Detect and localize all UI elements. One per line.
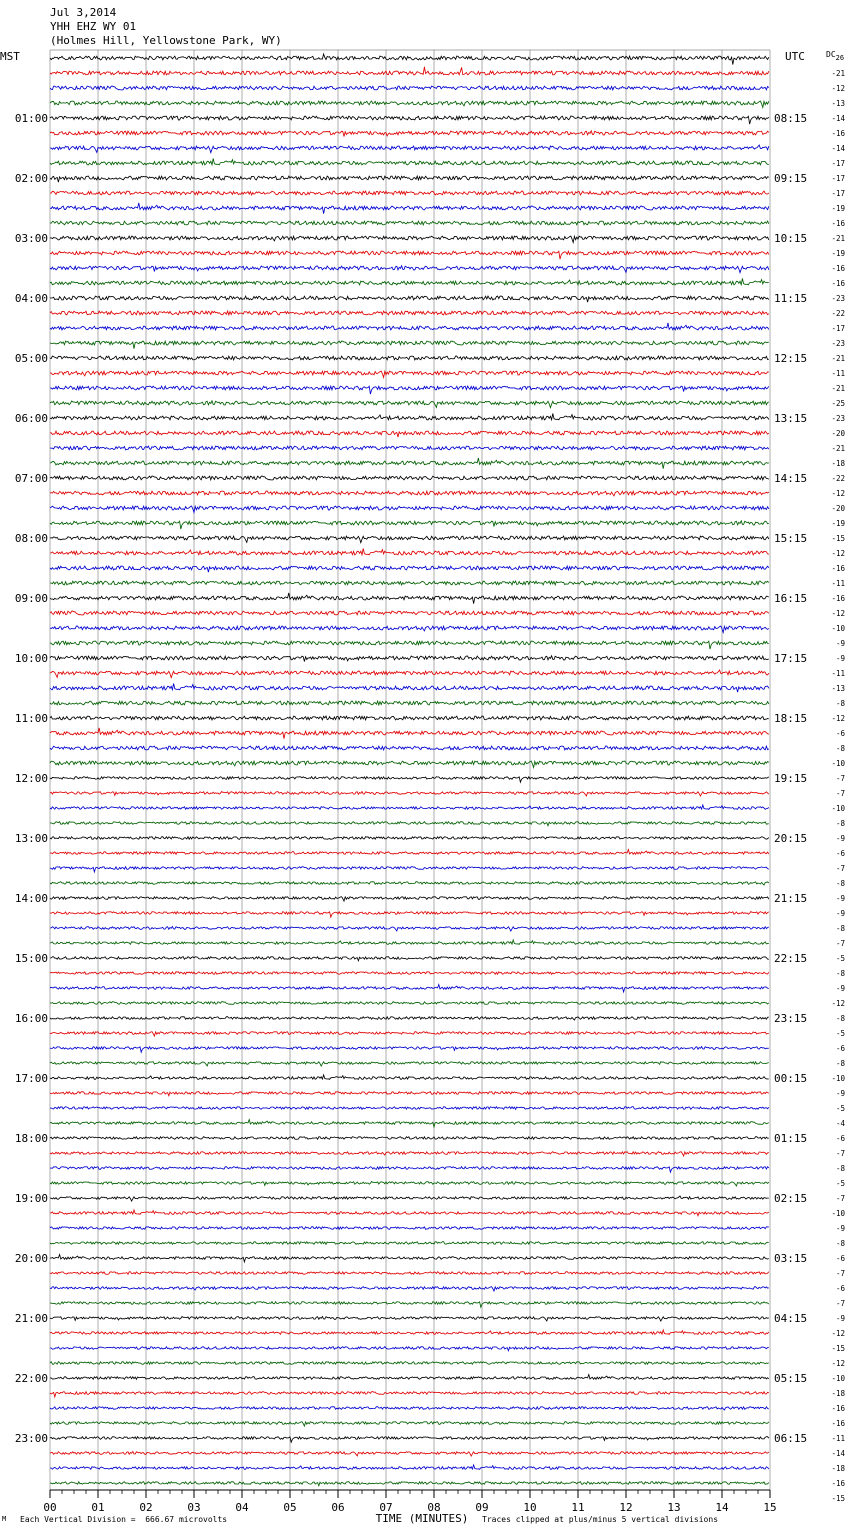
trace-77 xyxy=(50,1210,769,1216)
dc-offset-44: -6 xyxy=(835,729,845,738)
hour-label-left-14:00: 14:00 xyxy=(14,892,48,905)
trace-51 xyxy=(50,822,769,826)
dc-offset-18: -23 xyxy=(831,339,845,348)
dc-offset-17: -17 xyxy=(831,324,845,333)
trace-84 xyxy=(50,1317,769,1322)
hour-label-left-12:00: 12:00 xyxy=(14,772,48,785)
left-timezone-label: MST xyxy=(0,50,20,63)
dc-offset-46: -10 xyxy=(831,759,845,768)
dc-offset-31: -15 xyxy=(831,534,845,543)
x-tick-label-03: 03 xyxy=(187,1501,201,1514)
dc-offset-4: -16 xyxy=(831,129,845,138)
dc-offset-7: -17 xyxy=(831,174,845,183)
hour-label-left-05:00: 05:00 xyxy=(14,352,48,365)
dc-offset-92: -14 xyxy=(831,1449,845,1458)
hour-label-right-10:15: 10:15 xyxy=(774,232,808,245)
x-axis-label: TIME (MINUTES) xyxy=(375,1512,469,1525)
dc-offset-12: -19 xyxy=(831,249,845,258)
dc-offset-49: -10 xyxy=(831,804,845,813)
dc-offset-77: -9 xyxy=(835,1224,845,1233)
trace-72 xyxy=(50,1137,769,1140)
trace-79 xyxy=(50,1242,769,1245)
trace-91 xyxy=(50,1422,769,1426)
dc-offset-9: -19 xyxy=(831,204,845,213)
dc-offset-11: -21 xyxy=(831,234,845,243)
trace-11 xyxy=(50,221,769,225)
trace-32 xyxy=(50,536,769,543)
x-tick-label-07: 07 xyxy=(379,1501,393,1514)
dc-offset-25: -21 xyxy=(831,444,845,453)
dc-first-value: 26 xyxy=(835,54,845,62)
trace-44 xyxy=(50,716,769,720)
dc-offset-50: -8 xyxy=(835,819,845,828)
trace-76 xyxy=(50,1196,769,1201)
trace-89 xyxy=(50,1392,769,1397)
dc-offset-3: -14 xyxy=(831,114,845,123)
dc-offset-79: -6 xyxy=(835,1254,845,1263)
trace-49 xyxy=(50,792,769,797)
trace-15 xyxy=(50,279,769,285)
trace-47 xyxy=(50,761,769,767)
dc-label: DC26 xyxy=(826,50,845,62)
trace-92 xyxy=(50,1437,769,1443)
trace-64 xyxy=(50,1017,769,1020)
x-tick-label-15: 15 xyxy=(763,1501,777,1514)
dc-offset-82: -7 xyxy=(835,1299,845,1308)
hour-label-left-19:00: 19:00 xyxy=(14,1192,48,1205)
trace-33 xyxy=(50,549,769,555)
dc-offset-55: -9 xyxy=(835,894,845,903)
trace-39 xyxy=(50,641,769,649)
x-tick-label-09: 09 xyxy=(475,1501,489,1514)
trace-21 xyxy=(50,371,769,377)
hour-label-right-20:15: 20:15 xyxy=(774,832,808,845)
dc-offset-37: -10 xyxy=(831,624,845,633)
trace-42 xyxy=(50,684,769,693)
trace-85 xyxy=(50,1330,769,1334)
trace-88 xyxy=(50,1375,769,1380)
dc-offset-62: -12 xyxy=(831,999,845,1008)
dc-offset-39: -9 xyxy=(835,654,845,663)
trace-57 xyxy=(50,912,769,918)
trace-48 xyxy=(50,777,769,783)
trace-73 xyxy=(50,1152,769,1156)
x-tick-label-04: 04 xyxy=(235,1501,249,1514)
hour-label-right-17:15: 17:15 xyxy=(774,652,808,665)
x-tick-label-12: 12 xyxy=(619,1501,633,1514)
dc-offset-94: -16 xyxy=(831,1479,845,1488)
dc-offset-48: -7 xyxy=(835,789,845,798)
trace-46 xyxy=(50,746,769,750)
trace-81 xyxy=(50,1272,769,1275)
dc-offset-15: -23 xyxy=(831,294,845,303)
dc-offset-85: -15 xyxy=(831,1344,845,1353)
time-axis xyxy=(43,1490,776,1514)
trace-19 xyxy=(50,341,769,349)
hour-label-left-17:00: 17:00 xyxy=(14,1072,48,1085)
trace-52 xyxy=(50,837,769,840)
trace-75 xyxy=(50,1182,769,1187)
dc-offset-16: -22 xyxy=(831,309,845,318)
trace-55 xyxy=(50,882,769,885)
trace-10 xyxy=(50,203,769,214)
trace-17 xyxy=(50,311,769,315)
scale-note: Each Vertical Division = 666.67 microvolts xyxy=(20,1515,228,1524)
trace-56 xyxy=(50,897,769,901)
trace-40 xyxy=(50,656,769,662)
trace-54 xyxy=(50,867,769,872)
trace-71 xyxy=(50,1120,769,1127)
dc-offset-34: -11 xyxy=(831,579,845,588)
dc-offset-24: -20 xyxy=(831,429,845,438)
dc-offset-32: -12 xyxy=(831,549,845,558)
hour-label-left-11:00: 11:00 xyxy=(14,712,48,725)
trace-68 xyxy=(50,1075,769,1079)
plot-date: Jul 3,2014 xyxy=(50,6,117,19)
trace-27 xyxy=(50,458,769,469)
minute-gridlines xyxy=(50,50,770,1490)
dc-offset-70: -4 xyxy=(835,1119,845,1128)
dc-offset-67: -10 xyxy=(831,1074,845,1083)
x-tick-label-11: 11 xyxy=(571,1501,585,1514)
x-tick-label-06: 06 xyxy=(331,1501,345,1514)
dc-offset-33: -16 xyxy=(831,564,845,573)
trace-34 xyxy=(50,566,769,572)
dc-offset-14: -16 xyxy=(831,279,845,288)
trace-70 xyxy=(50,1107,769,1110)
trace-20 xyxy=(50,356,769,360)
trace-18 xyxy=(50,323,769,330)
dc-offset-83: -9 xyxy=(835,1314,845,1323)
trace-63 xyxy=(50,1002,769,1005)
hour-label-right-15:15: 15:15 xyxy=(774,532,808,545)
dc-offset-6: -17 xyxy=(831,159,845,168)
hour-label-right-14:15: 14:15 xyxy=(774,472,808,485)
hour-label-right-05:15: 05:15 xyxy=(774,1372,808,1385)
x-tick-label-13: 13 xyxy=(667,1501,681,1514)
dc-offset-26: -18 xyxy=(831,459,845,468)
hour-label-right-00:15: 00:15 xyxy=(774,1072,808,1085)
hour-label-right-08:15: 08:15 xyxy=(774,112,808,125)
dc-offset-72: -7 xyxy=(835,1149,845,1158)
trace-87 xyxy=(50,1362,769,1365)
seismic-traces xyxy=(50,54,769,1486)
dc-offset-68: -9 xyxy=(835,1089,845,1098)
logo-mark: M xyxy=(2,1515,7,1523)
dc-offset-53: -7 xyxy=(835,864,845,873)
trace-41 xyxy=(50,670,769,678)
trace-74 xyxy=(50,1167,769,1173)
hour-label-left-08:00: 08:00 xyxy=(14,532,48,545)
dc-offset-27: -22 xyxy=(831,474,845,483)
hour-label-left-06:00: 06:00 xyxy=(14,412,48,425)
trace-2 xyxy=(50,86,769,90)
hour-label-left-18:00: 18:00 xyxy=(14,1132,48,1145)
trace-36 xyxy=(50,593,769,604)
trace-9 xyxy=(50,191,769,195)
dc-offset-38: -9 xyxy=(835,639,845,648)
hour-label-left-02:00: 02:00 xyxy=(14,172,48,185)
trace-80 xyxy=(50,1255,769,1262)
dc-offset-52: -6 xyxy=(835,849,845,858)
hour-label-left-01:00: 01:00 xyxy=(14,112,48,125)
trace-60 xyxy=(50,957,769,961)
trace-78 xyxy=(50,1227,769,1230)
dc-offset-23: -23 xyxy=(831,414,845,423)
dc-offset-51: -9 xyxy=(835,834,845,843)
dc-offset-61: -9 xyxy=(835,984,845,993)
trace-35 xyxy=(50,581,769,585)
trace-7 xyxy=(50,159,769,165)
hour-label-left-23:00: 23:00 xyxy=(14,1432,48,1445)
trace-14 xyxy=(50,266,769,273)
hour-label-left-07:00: 07:00 xyxy=(14,472,48,485)
dc-offset-80: -7 xyxy=(835,1269,845,1278)
dc-offset-84: -12 xyxy=(831,1329,845,1338)
dc-offset-58: -7 xyxy=(835,939,845,948)
hour-label-left-15:00: 15:00 xyxy=(14,952,48,965)
dc-offset-88: -18 xyxy=(831,1389,845,1398)
right-timezone-label: UTC xyxy=(785,50,805,63)
trace-69 xyxy=(50,1092,769,1096)
dc-offset-60: -8 xyxy=(835,969,845,978)
dc-offset-65: -6 xyxy=(835,1044,845,1053)
trace-6 xyxy=(50,145,769,153)
hour-label-right-04:15: 04:15 xyxy=(774,1312,808,1325)
trace-95 xyxy=(50,1482,769,1486)
trace-61 xyxy=(50,972,769,975)
hour-label-right-19:15: 19:15 xyxy=(774,772,808,785)
dc-offset-47: -7 xyxy=(835,774,845,783)
trace-38 xyxy=(50,626,769,632)
trace-29 xyxy=(50,491,769,496)
dc-offset-56: -9 xyxy=(835,909,845,918)
x-tick-label-10: 10 xyxy=(523,1501,537,1514)
trace-53 xyxy=(50,850,769,855)
dc-offset-42: -8 xyxy=(835,699,845,708)
x-tick-label-14: 14 xyxy=(715,1501,729,1514)
dc-offset-86: -12 xyxy=(831,1359,845,1368)
trace-65 xyxy=(50,1032,769,1036)
trace-66 xyxy=(50,1047,769,1053)
trace-4 xyxy=(50,116,769,124)
dc-offset-35: -16 xyxy=(831,594,845,603)
dc-offset-20: -11 xyxy=(831,369,845,378)
dc-offset-59: -5 xyxy=(835,954,845,963)
trace-67 xyxy=(50,1062,769,1066)
dc-offset-5: -14 xyxy=(831,144,845,153)
dc-offset-71: -6 xyxy=(835,1134,845,1143)
x-tick-label-08: 08 xyxy=(427,1501,441,1514)
x-tick-label-02: 02 xyxy=(139,1501,153,1514)
hour-label-right-23:15: 23:15 xyxy=(774,1012,808,1025)
trace-25 xyxy=(50,431,769,437)
dc-offset-22: -25 xyxy=(831,399,845,408)
hour-label-left-22:00: 22:00 xyxy=(14,1372,48,1385)
trace-31 xyxy=(50,521,769,529)
dc-offset-93: -18 xyxy=(831,1464,845,1473)
station-location: (Holmes Hill, Yellowstone Park, WY) xyxy=(50,34,282,47)
dc-offset-0: -21 xyxy=(831,69,845,78)
dc-offset-54: -8 xyxy=(835,879,845,888)
dc-offset-87: -10 xyxy=(831,1374,845,1383)
trace-93 xyxy=(50,1452,769,1457)
trace-24 xyxy=(50,414,769,420)
trace-45 xyxy=(50,728,769,739)
trace-16 xyxy=(50,296,769,302)
trace-94 xyxy=(50,1465,769,1469)
dc-offset-74: -5 xyxy=(835,1179,845,1188)
dc-offset-28: -12 xyxy=(831,489,845,498)
hour-label-left-10:00: 10:00 xyxy=(14,652,48,665)
x-tick-label-00: 00 xyxy=(43,1501,57,1514)
trace-82 xyxy=(50,1287,769,1291)
clip-note: Traces clipped at plus/minus 5 vertical divisions xyxy=(482,1515,719,1524)
trace-83 xyxy=(50,1302,769,1308)
station-code: YHH EHZ WY 01 xyxy=(50,20,137,33)
trace-59 xyxy=(50,940,769,944)
trace-3 xyxy=(50,101,769,107)
dc-offset-69: -5 xyxy=(835,1104,845,1113)
dc-offset-45: -8 xyxy=(835,744,845,753)
dc-offset-21: -21 xyxy=(831,384,845,393)
hour-label-right-16:15: 16:15 xyxy=(774,592,808,605)
dc-offset-36: -12 xyxy=(831,609,845,618)
trace-1 xyxy=(50,67,769,75)
hour-label-left-04:00: 04:00 xyxy=(14,292,48,305)
trace-58 xyxy=(50,927,769,932)
hour-label-right-03:15: 03:15 xyxy=(774,1252,808,1265)
dc-offset-63: -8 xyxy=(835,1014,845,1023)
hour-label-right-18:15: 18:15 xyxy=(774,712,808,725)
hour-label-left-16:00: 16:00 xyxy=(14,1012,48,1025)
dc-offset-41: -13 xyxy=(831,684,845,693)
hour-label-left-21:00: 21:00 xyxy=(14,1312,48,1325)
trace-50 xyxy=(50,805,769,809)
dc-offset-95: -15 xyxy=(831,1494,845,1503)
dc-offset-78: -8 xyxy=(835,1239,845,1248)
trace-43 xyxy=(50,701,769,705)
hour-label-right-12:15: 12:15 xyxy=(774,352,808,365)
dc-offset-2: -13 xyxy=(831,99,845,108)
dc-offset-73: -8 xyxy=(835,1164,845,1173)
trace-28 xyxy=(50,476,769,480)
dc-offset-40: -11 xyxy=(831,669,845,678)
hour-label-left-09:00: 09:00 xyxy=(14,592,48,605)
trace-0 xyxy=(50,54,769,65)
dc-offset-43: -12 xyxy=(831,714,845,723)
dc-offset-29: -20 xyxy=(831,504,845,513)
dc-offset-30: -19 xyxy=(831,519,845,528)
dc-offset-75: -7 xyxy=(835,1194,845,1203)
trace-23 xyxy=(50,401,769,408)
trace-22 xyxy=(50,386,769,394)
trace-5 xyxy=(50,131,769,137)
dc-offset-8: -17 xyxy=(831,189,845,198)
dc-offset-13: -16 xyxy=(831,264,845,273)
dc-offset-57: -8 xyxy=(835,924,845,933)
hour-label-right-01:15: 01:15 xyxy=(774,1132,808,1145)
hour-label-right-09:15: 09:15 xyxy=(774,172,808,185)
dc-offset-1: -12 xyxy=(831,84,845,93)
x-tick-label-05: 05 xyxy=(283,1501,297,1514)
hour-label-right-21:15: 21:15 xyxy=(774,892,808,905)
hour-label-left-20:00: 20:00 xyxy=(14,1252,48,1265)
hour-label-right-11:15: 11:15 xyxy=(774,292,808,305)
dc-offset-66: -8 xyxy=(835,1059,845,1068)
dc-offset-89: -16 xyxy=(831,1404,845,1413)
hour-label-left-13:00: 13:00 xyxy=(14,832,48,845)
dc-offset-10: -16 xyxy=(831,219,845,228)
hour-label-left-03:00: 03:00 xyxy=(14,232,48,245)
dc-offset-76: -10 xyxy=(831,1209,845,1218)
dc-offset-labels xyxy=(831,69,845,1503)
hour-label-right-02:15: 02:15 xyxy=(774,1192,808,1205)
dc-offset-81: -6 xyxy=(835,1284,845,1293)
dc-offset-91: -11 xyxy=(831,1434,845,1443)
dc-offset-90: -16 xyxy=(831,1419,845,1428)
trace-90 xyxy=(50,1407,769,1410)
dc-offset-64: -5 xyxy=(835,1029,845,1038)
hour-label-right-22:15: 22:15 xyxy=(774,952,808,965)
hour-label-right-13:15: 13:15 xyxy=(774,412,808,425)
trace-13 xyxy=(50,251,769,259)
trace-86 xyxy=(50,1347,769,1351)
trace-37 xyxy=(50,611,769,615)
trace-8 xyxy=(50,176,769,182)
x-tick-label-01: 01 xyxy=(91,1501,105,1514)
hour-label-right-06:15: 06:15 xyxy=(774,1432,808,1445)
trace-62 xyxy=(50,985,769,992)
dc-offset-19: -21 xyxy=(831,354,845,363)
trace-12 xyxy=(50,236,769,242)
trace-26 xyxy=(50,446,769,450)
trace-30 xyxy=(50,506,769,512)
